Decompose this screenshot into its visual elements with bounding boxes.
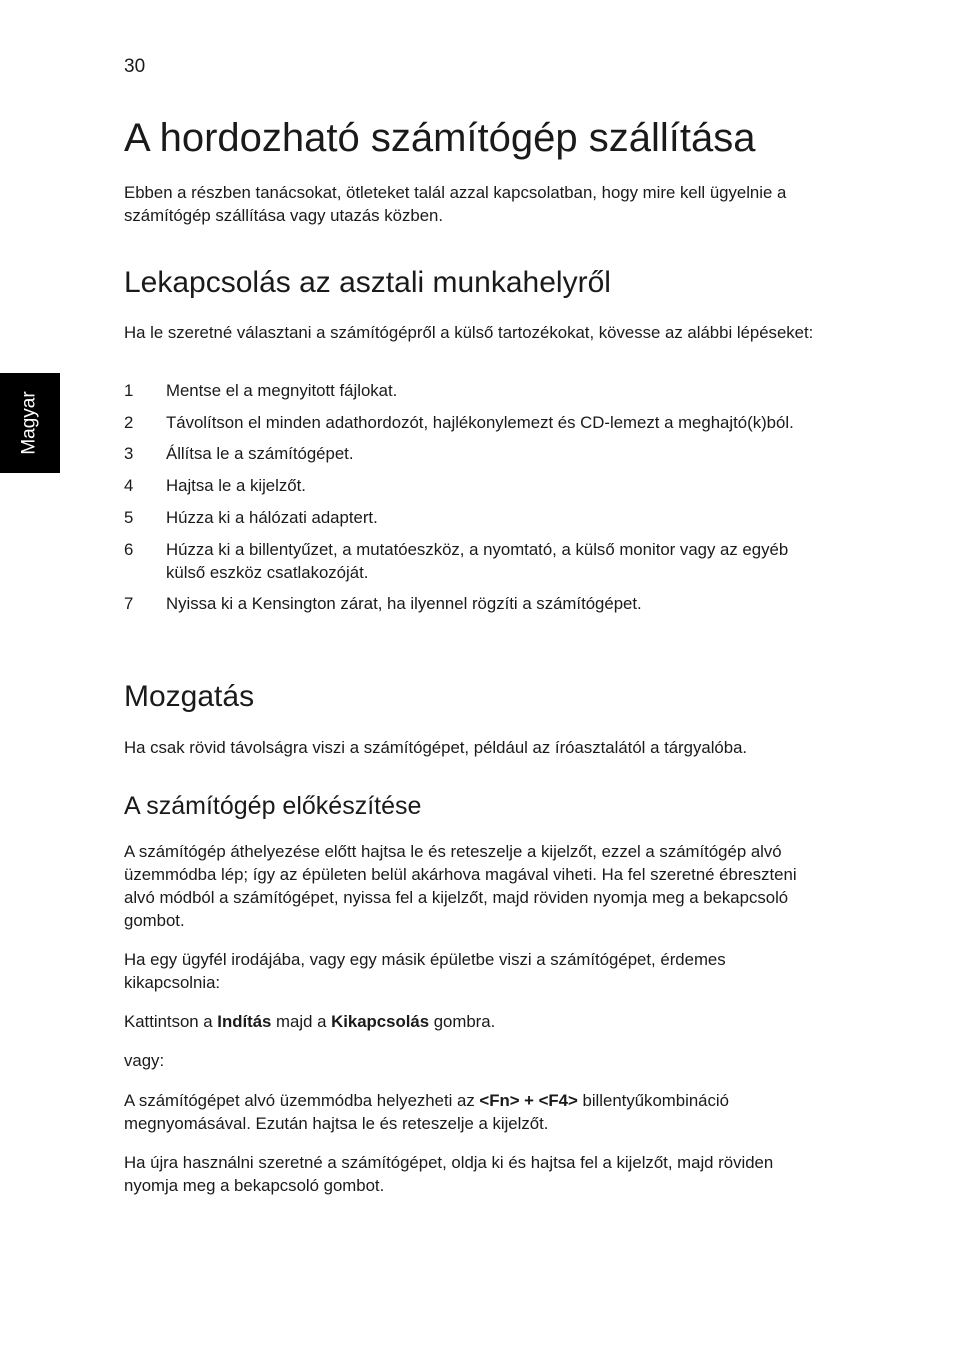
language-tab-label: Magyar [19,391,41,455]
step-text: Húzza ki a billentyűzet, a mutatóeszköz, a nyomtató, a külső monitor vagy az egyéb külső eszköz csatlakozóját. [166,540,789,582]
list-item [124,474,824,497]
list-item [124,538,824,584]
disconnect-steps-list [124,379,824,615]
moving-intro: Ha csak rövid távolságra viszi a számítógépet, például az íróasztalától a tárgyalóba. [124,738,748,757]
step-number: 1 [124,381,134,400]
page-number: 30 [124,56,146,77]
prepare-paragraph-2: Ha egy ügyfél irodájába, vagy egy másik épületbe viszi a számítógépet, érdemes kikapcsolnia: [124,950,726,992]
section-heading-moving: Mozgatás [124,680,255,713]
list-item [124,442,824,465]
step-text: Hajtsa le a kijelzőt. [166,476,306,495]
step-text: Állítsa le a számítógépet. [166,444,354,463]
list-item [124,411,824,434]
step-number: 3 [124,444,134,463]
prepare-paragraph-4: vagy: [124,1051,165,1070]
page-title: A hordozható számítógép szállítása [124,116,756,160]
list-item [124,506,824,529]
start-menu-term: Indítás [217,1012,272,1031]
text-fragment: gombra. [429,1012,496,1031]
key-combination: <Fn> + <F4> [479,1091,578,1110]
disconnect-intro: Ha le szeretné választani a számítógépről a külső tartozékokat, kövesse az alábbi lépéseket: [124,323,814,342]
shutdown-term: Kikapcsolás [331,1012,430,1031]
step-text: Mentse el a megnyitott fájlokat. [166,381,398,400]
step-number: 7 [124,594,134,613]
text-fragment: Kattintson a [124,1012,218,1031]
text-fragment: majd a [271,1012,332,1031]
intro-paragraph: Ebben a részben tanácsokat, ötleteket talál azzal kapcsolatban, hogy mire kell ügyelnie a számítógép szállítása vagy utazás közben. [124,183,787,225]
prepare-paragraph-3 [124,1010,824,1033]
step-number: 6 [124,540,134,559]
step-number: 4 [124,476,134,495]
section-heading-disconnect: Lekapcsolás az asztali munkahelyről [124,266,611,299]
prepare-paragraph-6: Ha újra használni szeretné a számítógépet, oldja ki és hajtsa fel a kijelzőt, majd röviden nyomja meg a bekapcsoló gombot. [124,1153,774,1195]
list-item [124,379,824,402]
text-fragment: A számítógépet alvó üzemmódba helyezheti az [124,1091,480,1110]
language-side-tab [0,373,60,473]
list-item [124,592,824,615]
step-number: 2 [124,413,134,432]
prepare-paragraph-5 [124,1089,824,1135]
step-number: 5 [124,508,134,527]
step-text: Távolítson el minden adathordozót, hajlékonylemezt és CD-lemezt a meghajtó(k)ból. [166,413,794,432]
step-text: Húzza ki a hálózati adaptert. [166,508,378,527]
text-fragment: billentyűkombináció megnyomásával. Ezután hajtsa le és reteszelje a kijelzőt. [124,1091,729,1133]
prepare-paragraph-1: A számítógép áthelyezése előtt hajtsa le és reteszelje a kijelzőt, ezzel a számítógép alvó üzemmódba lép; így az épületen belül akárhova magával viheti. Ha fel szeretné ébreszteni alvó módból a számítógépet, nyissa fel a kijelzőt, majd röviden nyomja meg a bekapcsoló gombot. [124,842,797,930]
step-text: Nyissa ki a Kensington zárat, ha ilyennel rögzíti a számítógépet. [166,594,642,613]
subsection-heading-prepare: A számítógép előkészítése [124,792,422,820]
